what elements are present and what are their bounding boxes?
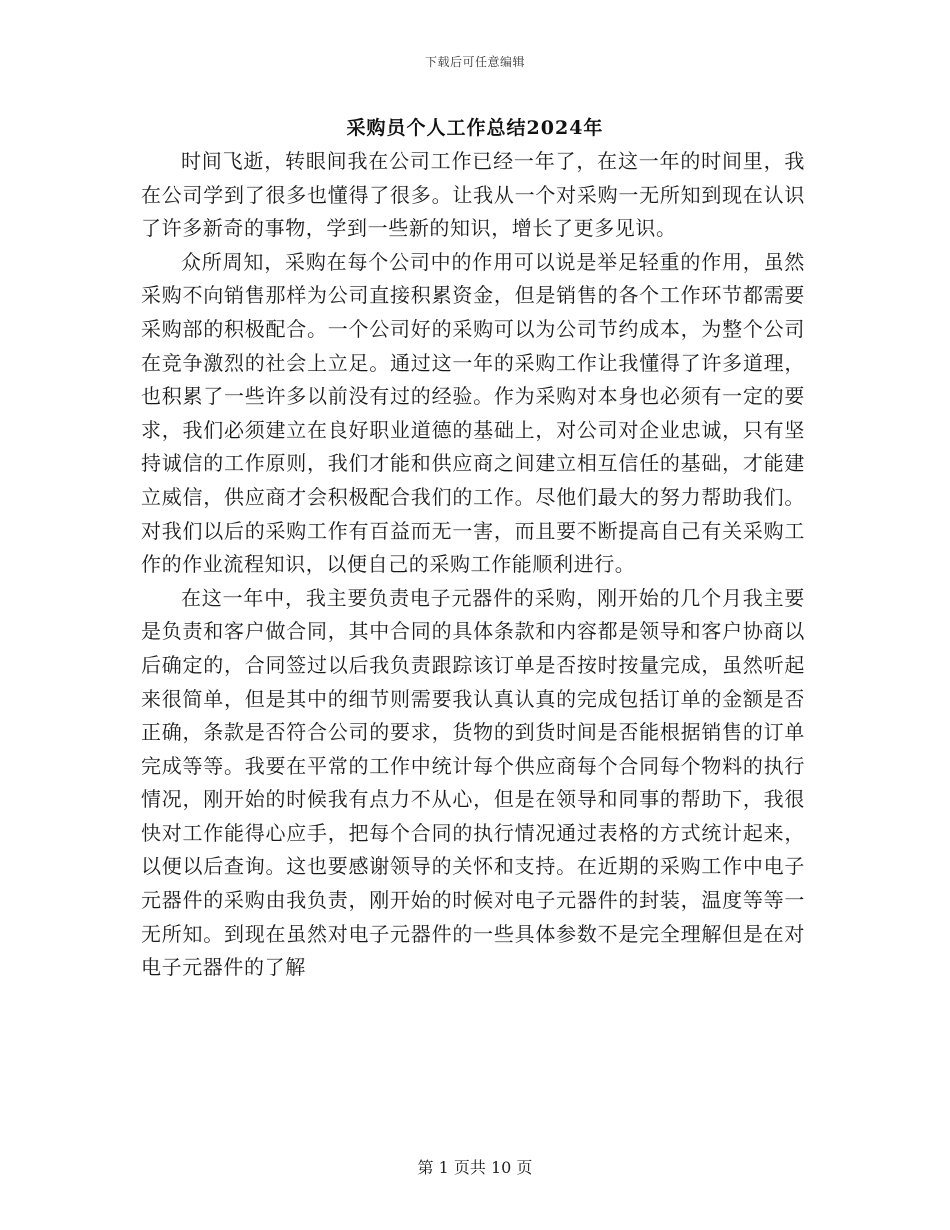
page-header-note: 下载后可任意编辑: [424, 55, 525, 69]
page-number-footer: 第 1 页共 10 页: [417, 1158, 533, 1177]
document-title: 采购员个人工作总结2024年: [346, 117, 604, 139]
paragraph: 众所周知，采购在每个公司中的作用可以说是举足轻重的作用，虽然采购不向销售那样为公司直接积累资金，但是销售的各个工作环节都需要采购部的积极配合。一个公司好的采购可以为公司节约成本，为整个公司在竞争激烈的社会上立足。通过这一年的采购工作让我懂得了许多道理，也积累了一些许多以前没有过的经验。作为采购对本身也必须有一定的要求，我们必须建立在良好职业道德的基础上，对公司对企业忠诚，只有坚持诚信的工作原则，我们才能和供应商之间建立相互信任的基础，才能建立威信，供应商才会积极配合我们的工作。尽他们最大的努力帮助我们。对我们以后的采购工作有百益而无一害，而且要不断提高自己有关采购工作的作业流程知识，以便自己的采购工作能顺利进行。: [141, 249, 805, 577]
document-body: [141, 145, 805, 985]
paragraph: 时间飞逝，转眼间我在公司工作已经一年了，在这一年的时间里，我在公司学到了很多也懂得了很多。让我从一个对采购一无所知到现在认识了许多新奇的事物，学到一些新的知识，增长了更多见识。: [141, 149, 805, 241]
paragraph: 在这一年中，我主要负责电子元器件的采购，刚开始的几个月我主要是负责和客户做合同，其中合同的具体条款和内容都是领导和客户协商以后确定的，合同签过以后我负责跟踪该订单是否按时按量完成，虽然听起来很简单，但是其中的细节则需要我认真认真的完成包括订单的金额是否正确，条款是否符合公司的要求，货物的到货时间是否能根据销售的订单完成等等。我要在平常的工作中统计每个供应商每个合同每个物料的执行情况，刚开始的时候我有点力不从心，但是在领导和同事的帮助下，我很快对工作能得心应手，把每个合同的执行情况通过表格的方式统计起来，以便以后查询。这也要感谢领导的关怀和支持。在近期的采购工作中电子元器件的采购由我负责，刚开始的时候对电子元器件的封装，温度等等一无所知。到现在虽然对电子元器件的一些具体参数不是完全理解但是在对电子元器件的了解: [141, 585, 805, 980]
